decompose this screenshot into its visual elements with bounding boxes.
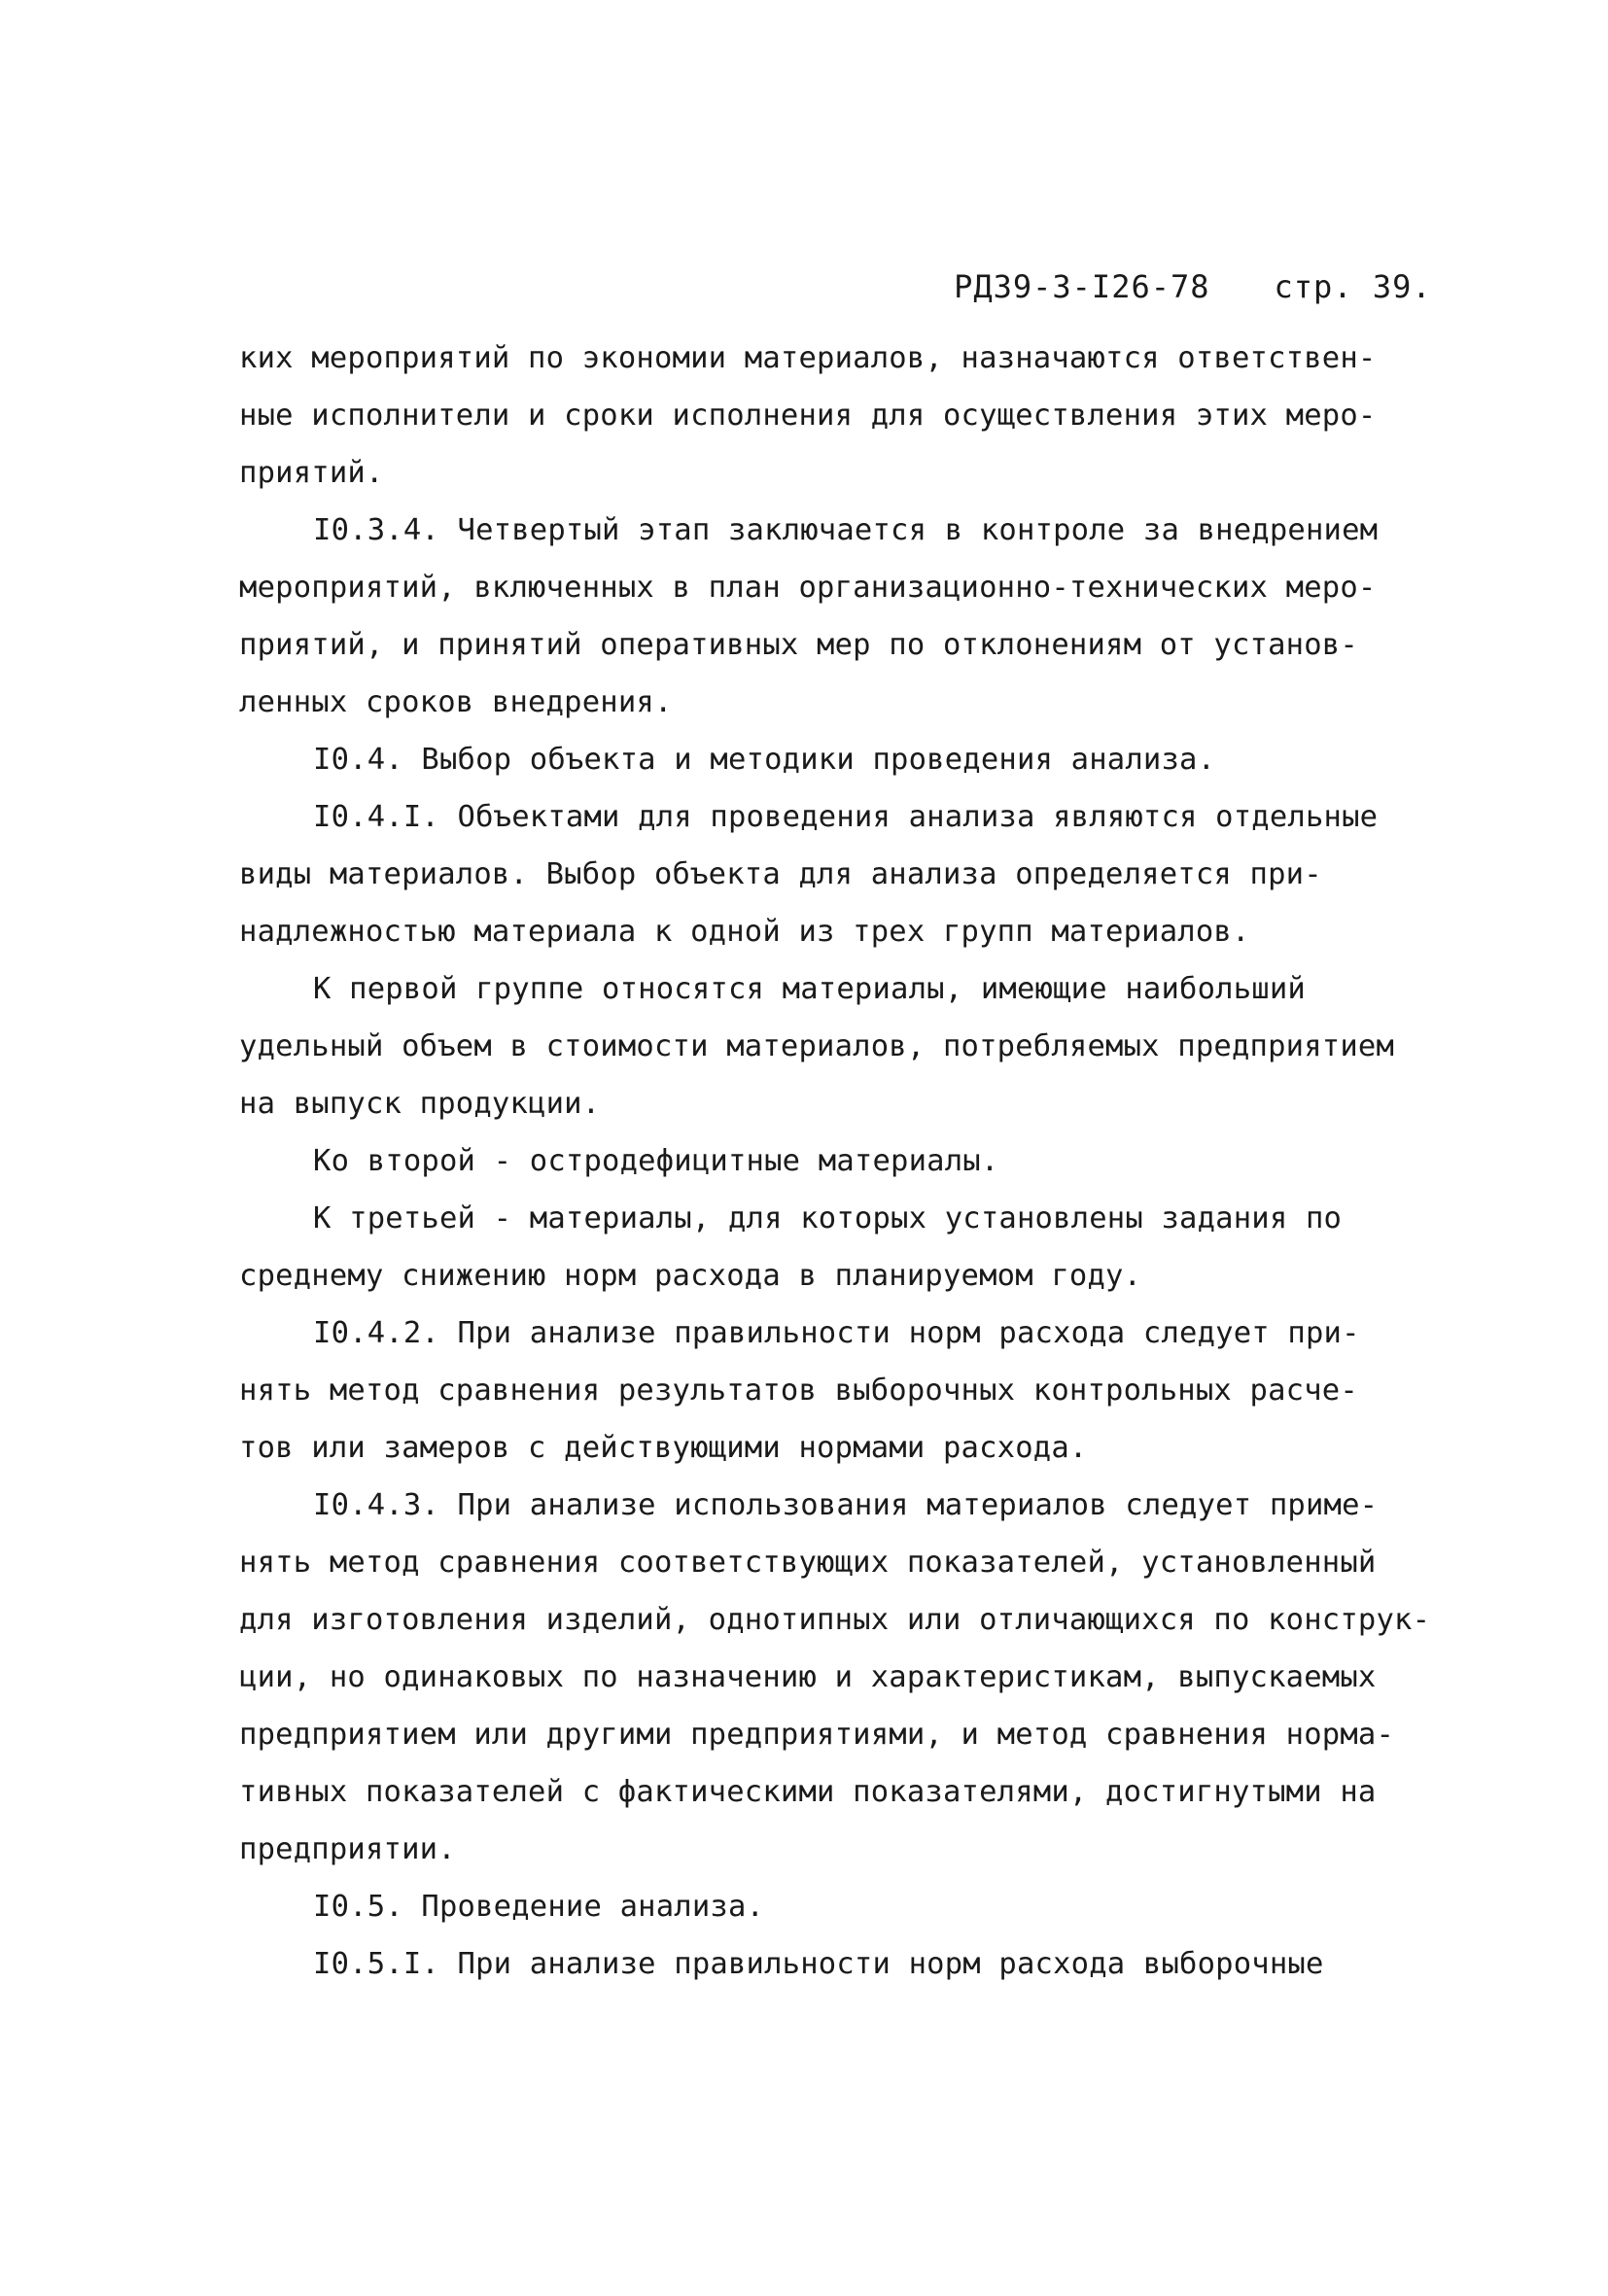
text-line: ких мероприятий по экономии материалов, назначаются ответствен- — [239, 341, 1377, 375]
text-line: Ко второй - остродефицитные материалы. — [313, 1144, 999, 1178]
text-line: приятий, и принятий оперативных мер по отклонениям от установ- — [239, 628, 1358, 662]
text-line: на выпуск продукции. — [239, 1087, 601, 1121]
text-line: ленных сроков внедрения. — [239, 685, 673, 719]
text-line: тивных показателей с фактическими показателями, достигнутыми на — [239, 1775, 1377, 1809]
text-line: виды материалов. Выбор объекта для анализа определяется при- — [239, 857, 1322, 891]
text-line: I0.4.3. При анализе использования материалов следует приме- — [313, 1488, 1379, 1522]
text-line: I0.3.4. Четвертый этап заключается в контроле за внедрением — [313, 513, 1379, 547]
text-line: удельный объем в стоимости материалов, потребляемых предприятием — [239, 1029, 1395, 1063]
text-line: I0.4.I. Объектами для проведения анализа являются отдельные — [313, 800, 1379, 834]
text-line: К первой группе относятся материалы, имеющие наибольший — [313, 972, 1306, 1006]
text-line: нять метод сравнения результатов выборочных контрольных расче- — [239, 1374, 1358, 1408]
document-code: РД39-3-I26-78 — [954, 268, 1210, 305]
text-line: надлежностью материала к одной из трех групп материалов. — [239, 915, 1250, 949]
page-number: стр. 39. — [1274, 268, 1432, 305]
section-heading: I0.4. Выбор объекта и методики проведения анализа. — [313, 743, 1216, 777]
text-line: ные исполнители и сроки исполнения для осуществления этих меро- — [239, 399, 1377, 433]
text-line: нять метод сравнения соответствующих показателей, установленный — [239, 1546, 1377, 1580]
text-line: I0.5.I. При анализе правильности норм расхода выборочные — [313, 1947, 1324, 1981]
section-heading: I0.5. Проведение анализа. — [313, 1890, 765, 1924]
text-line: I0.4.2. При анализе правильности норм расхода следует при- — [313, 1316, 1360, 1350]
text-line: ции, но одинаковых по назначению и характеристикам, выпускаемых — [239, 1660, 1377, 1694]
text-line: предприятием или другими предприятиями, и метод сравнения норма- — [239, 1718, 1395, 1752]
page-header — [875, 231, 1432, 342]
text-line: для изготовления изделий, однотипных или отличающихся по конструк- — [239, 1603, 1431, 1637]
text-line: К третьей - материалы, для которых установлены задания по — [313, 1201, 1343, 1235]
text-line: предприятии. — [239, 1832, 456, 1866]
text-line: мероприятий, включенных в план организационно-технических меро- — [239, 571, 1377, 605]
text-line: тов или замеров с действующими нормами расхода. — [239, 1431, 1088, 1465]
text-line: среднему снижению норм расхода в планируемом году. — [239, 1259, 1142, 1293]
text-line: приятий. — [239, 456, 384, 490]
